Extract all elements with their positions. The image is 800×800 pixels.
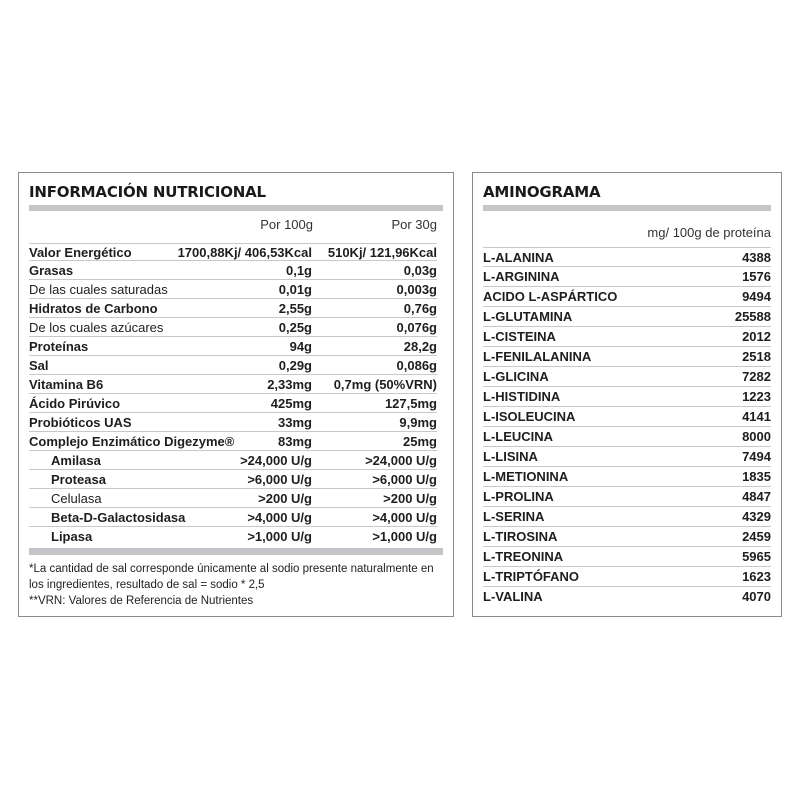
- nutrition-row-energy: [29, 243, 437, 261]
- aminogram-unit-header: mg/ 100g de proteína: [647, 225, 771, 240]
- nutrition-row-cellulase: [29, 490, 437, 508]
- aminogram-panel: [472, 172, 782, 617]
- value-per-100g: 1700,88Kj/ 406,53Kcal: [177, 245, 312, 260]
- column-header-per-100g: Por 100g: [260, 217, 313, 232]
- amino-row: [483, 407, 771, 427]
- nutrient-name: Celulasa: [51, 491, 102, 506]
- nutrient-name: Lipasa: [51, 529, 93, 544]
- amino-acid-name: L-ALANINA: [483, 250, 554, 265]
- amino-acid-name: L-ISOLEUCINA: [483, 409, 576, 424]
- amino-acid-value: 4141: [742, 409, 771, 424]
- amino-acid-value: 4070: [742, 589, 771, 604]
- value-per-100g: 0,25g: [278, 320, 312, 335]
- value-per-30g: >1,000 U/g: [372, 529, 437, 544]
- nutrition-row-fat: [29, 262, 437, 280]
- value-per-100g: >4,000 U/g: [247, 510, 312, 525]
- amino-acid-name: L-FENILALANINA: [483, 349, 592, 364]
- amino-row: [483, 387, 771, 407]
- amino-acid-value: 4388: [742, 250, 771, 265]
- amino-acid-value: 25588: [734, 309, 771, 324]
- amino-acid-value: 2459: [742, 529, 771, 544]
- amino-row: [483, 427, 771, 447]
- value-per-30g: 0,076g: [396, 320, 437, 335]
- value-per-100g: 94g: [289, 339, 312, 354]
- nutrient-name: Complejo Enzimático Digezyme®: [29, 434, 235, 449]
- amino-acid-value: 1835: [742, 469, 771, 484]
- nutrition-row-vitamin-b6: [29, 376, 437, 394]
- nutrition-row-probiotics: [29, 414, 437, 432]
- value-per-30g: 0,7mg (50%VRN): [333, 377, 437, 392]
- nutrient-name: Ácido Pirúvico: [29, 396, 121, 411]
- nutrition-title-bar: [29, 205, 443, 211]
- amino-acid-value: 5965: [742, 549, 771, 564]
- value-per-30g: 127,5mg: [384, 396, 437, 411]
- amino-acid-name: L-TRIPTÓFANO: [483, 569, 580, 584]
- amino-row: [483, 527, 771, 547]
- nutrition-row-amylase: [29, 452, 437, 470]
- aminogram-title-bar: [483, 205, 771, 211]
- value-per-100g: 33mg: [278, 415, 312, 430]
- amino-row: [483, 327, 771, 347]
- nutrient-name: Proteínas: [29, 339, 89, 354]
- amino-row: [483, 507, 771, 527]
- amino-row: [483, 587, 771, 607]
- amino-row: [483, 347, 771, 367]
- amino-acid-name: L-HISTIDINA: [483, 389, 561, 404]
- nutrient-name: Grasas: [29, 263, 74, 278]
- amino-row: [483, 367, 771, 387]
- value-per-100g: 0,1g: [285, 263, 312, 278]
- value-per-100g: 2,33mg: [267, 377, 312, 392]
- nutrition-panel: [18, 172, 454, 617]
- value-per-100g: 83mg: [278, 434, 312, 449]
- nutrition-row-lipase: [29, 528, 437, 546]
- value-per-100g: >6,000 U/g: [247, 472, 312, 487]
- amino-acid-value: 7282: [742, 369, 771, 384]
- nutrient-name: Sal: [29, 358, 49, 373]
- column-header-per-30g: Por 30g: [391, 217, 437, 232]
- value-per-30g: >24,000 U/g: [365, 453, 437, 468]
- amino-acid-name: L-SERINA: [483, 509, 545, 524]
- amino-row: [483, 547, 771, 567]
- value-per-30g: 510Kj/ 121,96Kcal: [327, 245, 437, 260]
- amino-acid-name: L-CISTEINA: [483, 329, 556, 344]
- footnote-vrn: **VRN: Valores de Referencia de Nutrientes: [29, 595, 254, 607]
- amino-acid-name: L-GLICINA: [483, 369, 549, 384]
- nutrient-name: De los cuales azúcares: [29, 320, 164, 335]
- nutrition-row-saturated: [29, 281, 437, 299]
- amino-row: [483, 287, 771, 307]
- value-per-30g: 25mg: [403, 434, 437, 449]
- amino-row: [483, 267, 771, 287]
- amino-acid-value: 7494: [742, 449, 771, 464]
- amino-acid-name: ACIDO L-ASPÁRTICO: [483, 289, 618, 304]
- value-per-30g: 28,2g: [403, 339, 437, 354]
- amino-row: [483, 567, 771, 587]
- value-per-30g: >4,000 U/g: [372, 510, 437, 525]
- amino-acid-value: 4847: [742, 489, 771, 504]
- footnote-salt: *La cantidad de sal corresponde únicamente al sodio presente naturalmente en los ingredientes, resultado de sal = sodio * 2,5: [29, 563, 434, 591]
- amino-row: [483, 487, 771, 507]
- value-per-30g: 0,003g: [396, 282, 437, 297]
- value-per-30g: 0,03g: [403, 263, 437, 278]
- value-per-100g: 0,29g: [278, 358, 312, 373]
- amino-acid-value: 8000: [742, 429, 771, 444]
- aminogram-title: AMINOGRAMA: [483, 183, 601, 201]
- amino-row: [483, 247, 771, 267]
- amino-row: [483, 307, 771, 327]
- nutrient-name: Hidratos de Carbono: [29, 301, 158, 316]
- nutrition-row-salt: [29, 357, 437, 375]
- amino-row: [483, 447, 771, 467]
- value-per-100g: >1,000 U/g: [247, 529, 312, 544]
- value-per-100g: 425mg: [270, 396, 312, 411]
- value-per-30g: 0,76g: [403, 301, 437, 316]
- amino-acid-name: L-GLUTAMINA: [483, 309, 573, 324]
- nutrient-name: Probióticos UAS: [29, 415, 132, 430]
- value-per-30g: >6,000 U/g: [372, 472, 437, 487]
- nutrition-row-protease: [29, 471, 437, 489]
- amino-acid-value: 1623: [742, 569, 771, 584]
- value-per-30g: 0,086g: [396, 358, 437, 373]
- nutrient-name: Beta-D-Galactosidasa: [51, 510, 186, 525]
- amino-acid-name: L-TREONINA: [483, 549, 564, 564]
- amino-acid-value: 9494: [742, 289, 771, 304]
- nutrition-bottom-bar: [29, 548, 443, 555]
- nutrition-table: [29, 243, 437, 551]
- amino-row: [483, 467, 771, 487]
- value-per-100g: >200 U/g: [258, 491, 312, 506]
- nutrition-row-enzyme-complex: [29, 433, 437, 451]
- aminogram-table: [483, 247, 771, 607]
- nutrient-name: Vitamina B6: [29, 377, 104, 392]
- amino-acid-name: L-LEUCINA: [483, 429, 554, 444]
- value-per-30g: 9,9mg: [399, 415, 437, 430]
- amino-acid-value: 4329: [742, 509, 771, 524]
- amino-acid-name: L-VALINA: [483, 589, 543, 604]
- nutrient-name: Amilasa: [51, 453, 101, 468]
- nutrient-name: Proteasa: [51, 472, 106, 487]
- amino-acid-value: 1223: [742, 389, 771, 404]
- nutrition-row-sugars: [29, 319, 437, 337]
- nutrient-name: Valor Energético: [29, 245, 132, 260]
- amino-acid-name: L-LISINA: [483, 449, 538, 464]
- amino-acid-name: L-TIROSINA: [483, 529, 558, 544]
- amino-acid-value: 2518: [742, 349, 771, 364]
- nutrient-name: De las cuales saturadas: [29, 282, 168, 297]
- value-per-100g: 2,55g: [278, 301, 312, 316]
- nutrition-title: INFORMACIÓN NUTRICIONAL: [29, 183, 266, 201]
- amino-acid-value: 1576: [742, 269, 771, 284]
- value-per-100g: 0,01g: [278, 282, 312, 297]
- amino-acid-value: 2012: [742, 329, 771, 344]
- nutrition-row-beta-galactosidase: [29, 509, 437, 527]
- amino-acid-name: L-ARGININA: [483, 269, 560, 284]
- nutrition-row-pyruvic-acid: [29, 395, 437, 413]
- amino-acid-name: L-PROLINA: [483, 489, 554, 504]
- amino-acid-name: L-METIONINA: [483, 469, 569, 484]
- value-per-100g: >24,000 U/g: [240, 453, 312, 468]
- value-per-30g: >200 U/g: [383, 491, 437, 506]
- nutrition-row-carbs: [29, 300, 437, 318]
- nutrition-row-protein: [29, 338, 437, 356]
